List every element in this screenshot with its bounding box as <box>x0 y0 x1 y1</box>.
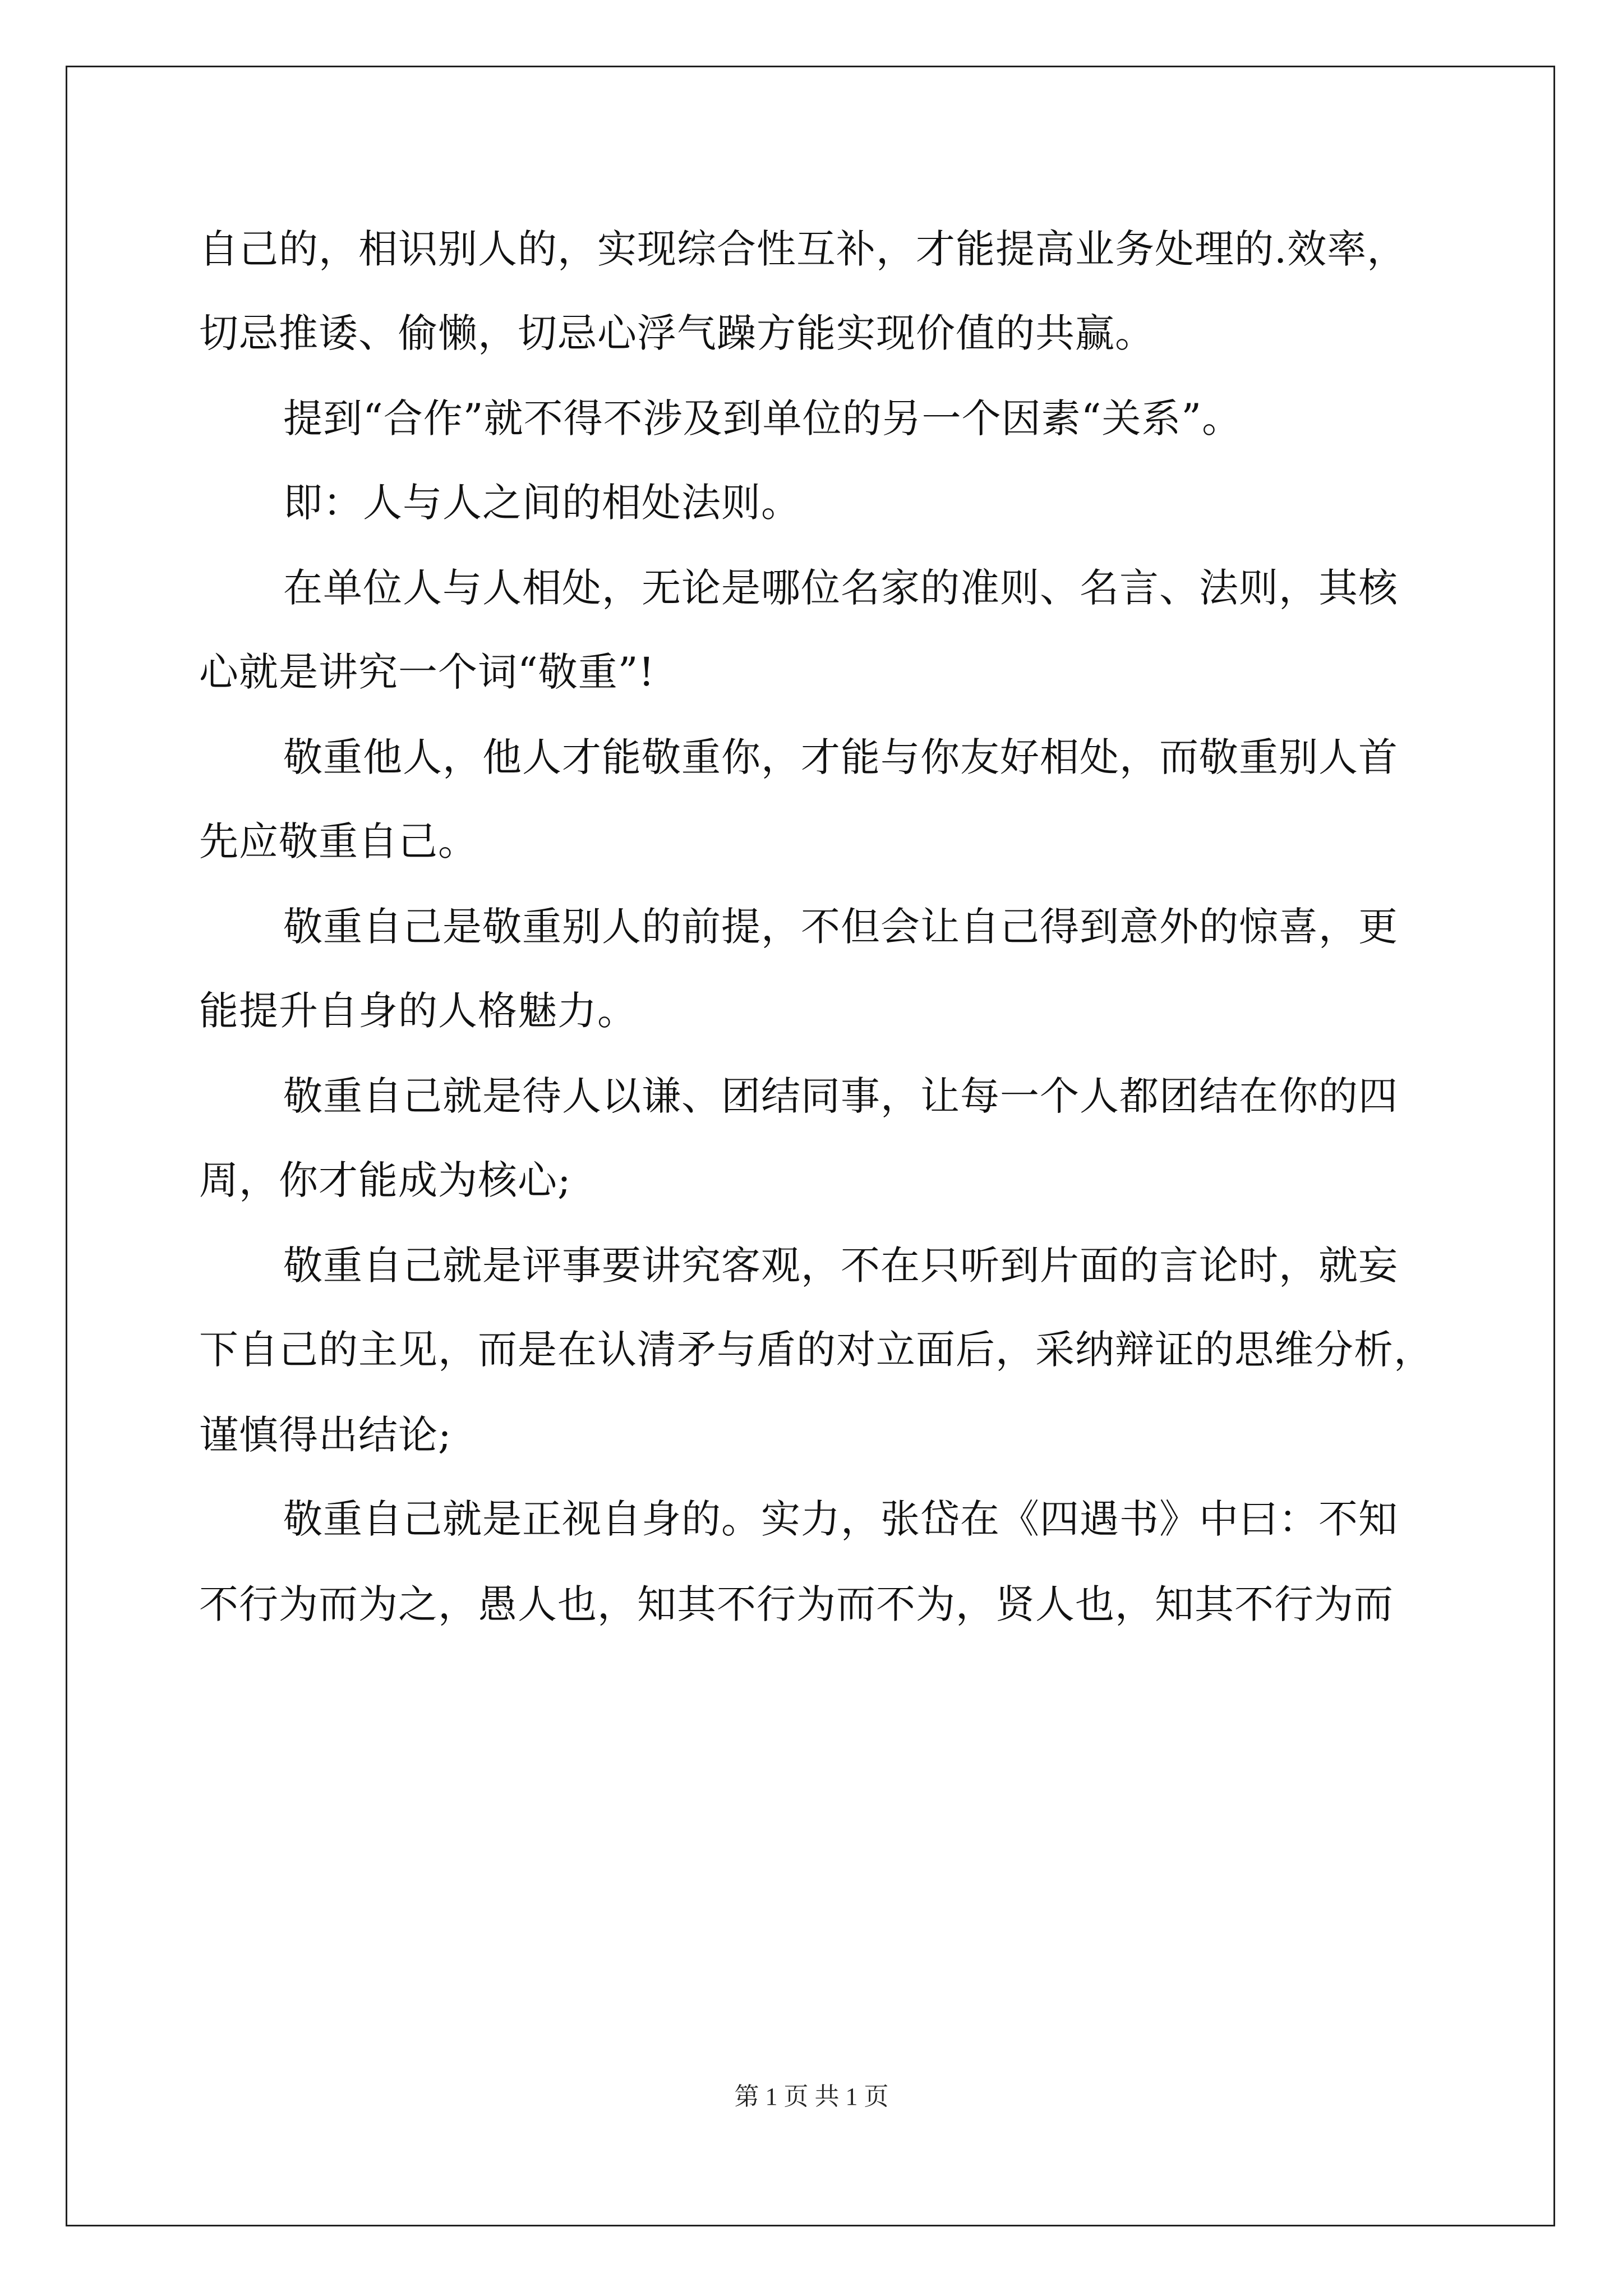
text-line: 自己的，相识别人的，实现综合性互补，才能提高业务处理的.效率， <box>199 226 1407 272</box>
text-line: 不行为而为之，愚人也，知其不行为而不为，贤人也，知其不行为而 <box>199 1581 1394 1627</box>
text-line: 谨慎得出结论; <box>199 1412 452 1458</box>
text-line: 下自己的主见，而是在认清矛与盾的对立面后，采纳辩证的思维分析， <box>199 1327 1433 1373</box>
page-border <box>66 66 1555 2226</box>
page-footer: 第 1 页 共 1 页 <box>734 2083 889 2110</box>
paragraph-first-line: 敬重他人，他人才能敬重你，才能与你友好相处，而敬重别人首 <box>283 734 1398 780</box>
paragraph-first-line: 敬重自己就是待人以谦、团结同事，让每一个人都团结在你的四 <box>283 1073 1398 1119</box>
paragraph-first-line: 在单位人与人相处，无论是哪位名家的准则、名言、法则，其核 <box>283 565 1398 611</box>
paragraph-first-line: 敬重自己就是正视自身的。实力，张岱在《四遇书》中曰：不知 <box>283 1496 1398 1542</box>
text-line: 能提升自身的人格魅力。 <box>199 988 637 1034</box>
text-line: 先应敬重自己。 <box>199 818 478 864</box>
paragraph-first-line: 敬重自己是敬重别人的前提，不但会让自己得到意外的惊喜，更 <box>283 904 1398 950</box>
text-line: 切忌推诿、偷懒，切忌心浮气躁方能实现价值的共赢。 <box>199 310 1155 356</box>
text-line: 周，你才能成为核心; <box>199 1157 571 1203</box>
paragraph-first-line: 敬重自己就是评事要讲究客观，不在只听到片面的言论时，就妄 <box>283 1243 1398 1289</box>
text-line: 心就是讲究一个词“敬重”! <box>199 649 655 695</box>
paragraph-first-line: 即：人与人之间的相处法则。 <box>283 480 801 526</box>
paragraph-first-line: 提到“合作”就不得不涉及到单位的另一个因素“关系”。 <box>283 395 1242 441</box>
